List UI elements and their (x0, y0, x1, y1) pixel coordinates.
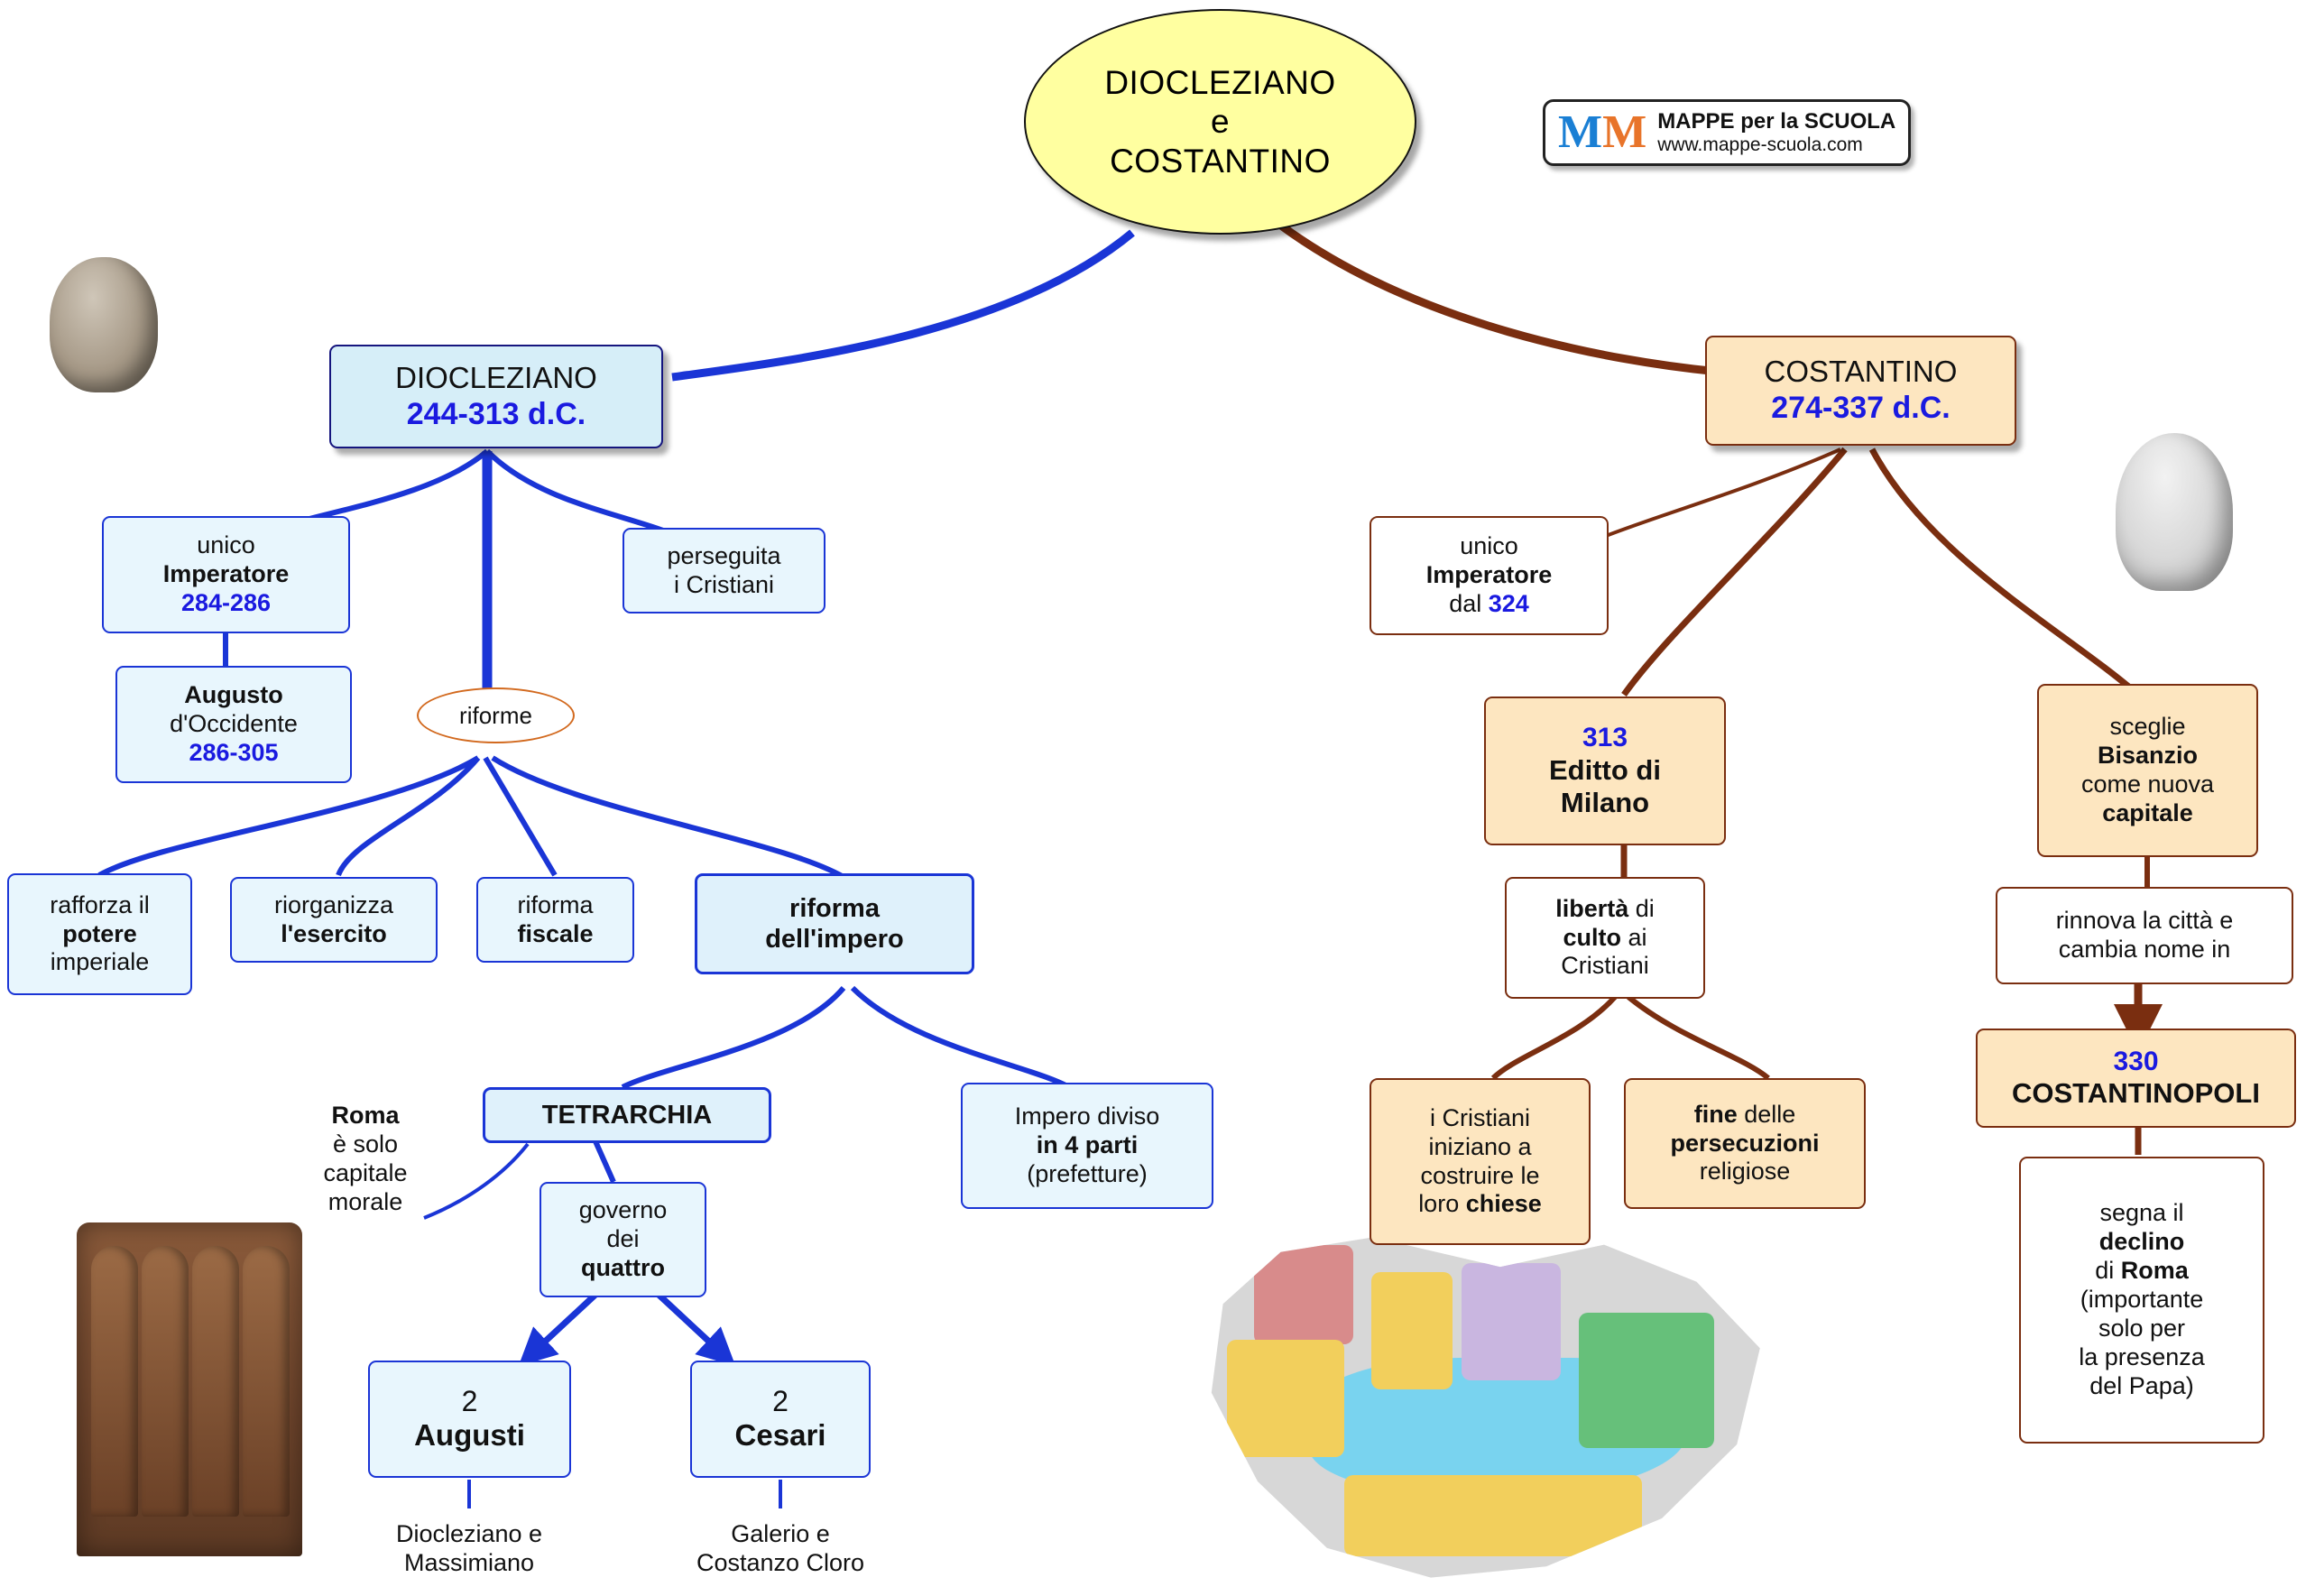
declino-line-6: la presenza (2079, 1342, 2205, 1370)
declino-line-3b: Roma (2120, 1257, 2189, 1285)
roma-line-2: è solo (332, 1130, 399, 1158)
logo-site: www.mappe-scuola.com (1657, 134, 1863, 155)
editto-line-1: Editto di (1549, 753, 1661, 786)
impero-diviso-line-2: in 4 parti (1036, 1131, 1139, 1159)
governo-line-1: governo (578, 1196, 668, 1224)
governo-line-3: quattro (581, 1253, 665, 1281)
logo-mark-icon: MM (1558, 106, 1647, 158)
augusto-label: Augusto (184, 681, 283, 709)
bisanzio-line-4: capitale (2102, 798, 2193, 826)
augusti-label: Augusti (414, 1418, 525, 1453)
rafforza-line-1: rafforza il (50, 890, 150, 918)
diocleziano-years: 244-313 d.C. (406, 396, 586, 431)
node-editto-milano[interactable] (1484, 697, 1726, 845)
chiese-line-1: i Cristiani (1429, 1103, 1531, 1131)
node-riforma-impero[interactable] (695, 873, 974, 974)
bisanzio-line-1: sceglie (2109, 713, 2186, 741)
bisanzio-line-3: come nuova (2080, 770, 2215, 798)
culto-word: culto (1563, 923, 1621, 951)
node-augusto-occidente[interactable] (115, 666, 352, 783)
bisanzio-line-2: Bisanzio (2097, 742, 2199, 770)
augusti-name-1: Diocleziano e (395, 1520, 543, 1548)
chiese-line-4b: chiese (1465, 1190, 1542, 1218)
label-cesari-names (645, 1508, 916, 1590)
node-perseguita-cristiani[interactable] (623, 528, 825, 613)
node-riorganizza-esercito[interactable] (230, 877, 438, 963)
costantinopoli-label: COSTANTINOPOLI (2012, 1077, 2260, 1110)
rafforza-line-2: potere (62, 919, 137, 947)
cesari-label: Cesari (734, 1418, 826, 1453)
persecuzioni-word: persecuzioni (1670, 1129, 1820, 1157)
title-line-1: DIOCLEZIANO (1104, 63, 1336, 101)
rinnova-line-1: rinnova la città e (2055, 907, 2234, 935)
constantine-bust-image (2116, 433, 2233, 591)
node-rafforza-potere[interactable] (7, 873, 192, 995)
governo-line-2: dei (606, 1225, 640, 1253)
cesari-name-1: Galerio e (731, 1520, 830, 1548)
costantino-years: 274-337 d.C. (1771, 391, 1951, 426)
augusti-count: 2 (461, 1384, 478, 1417)
riforma-impero-line-1: riforma (789, 893, 880, 923)
fine-delle: delle (1744, 1100, 1796, 1128)
logo-name: MAPPE per la SCUOLA (1657, 109, 1896, 134)
node-unico-imperatore-diocleziano[interactable] (102, 516, 350, 633)
node-impero-diviso[interactable] (961, 1083, 1213, 1209)
cost-unico-year: 324 (1488, 589, 1529, 617)
diocleziano-name: DIOCLEZIANO (395, 360, 597, 394)
title-line-2: e (1210, 103, 1231, 141)
node-fine-persecuzioni[interactable] (1624, 1078, 1866, 1209)
costantino-name: COSTANTINO (1764, 355, 1958, 389)
title-line-3: COSTANTINO (1110, 142, 1331, 180)
impero-diviso-line-1: Impero diviso (1014, 1102, 1160, 1130)
declino-line-2: declino (2098, 1228, 2185, 1256)
node-unico-imperatore-costantino[interactable] (1370, 516, 1609, 635)
fiscale-line-2: fiscale (517, 919, 594, 947)
node-declino-roma[interactable] (2019, 1157, 2264, 1444)
augusti-name-2: Massimiano (403, 1549, 535, 1576)
tetrarchia-label: TETRARCHIA (541, 1100, 713, 1130)
fiscale-line-1: riforma (517, 890, 594, 918)
site-logo[interactable] (1543, 99, 1911, 166)
fine-word: fine (1693, 1100, 1738, 1128)
riforma-impero-line-2: dell'impero (765, 925, 904, 954)
node-diocleziano[interactable] (329, 345, 663, 448)
tetrarchs-statue-image (77, 1222, 302, 1556)
imperatore-years: 284-286 (180, 588, 272, 616)
node-roma-capitale-morale (271, 1087, 460, 1232)
roma-line-4: morale (327, 1187, 403, 1215)
perseguita-line-2: i Cristiani (673, 570, 775, 598)
chiese-line-2: iniziano a (1428, 1132, 1532, 1160)
liberta-cristiani: Cristiani (1561, 952, 1649, 980)
augusto-years: 286-305 (189, 738, 279, 766)
imperatore-label: Imperatore (162, 560, 290, 588)
liberta-word: libertà (1555, 894, 1629, 922)
cost-unico-line-3: dal (1449, 589, 1482, 617)
node-due-augusti[interactable] (368, 1361, 571, 1478)
node-rinnova-citta[interactable] (1996, 887, 2293, 984)
node-cristiani-chiese[interactable] (1370, 1078, 1591, 1245)
map-title (1024, 9, 1416, 235)
impero-diviso-line-3: (prefetture) (1027, 1159, 1148, 1187)
culto-ai: ai (1628, 923, 1647, 951)
declino-line-5: solo per (2098, 1314, 2186, 1342)
declino-line-4: (importante (2080, 1286, 2204, 1314)
unico-label: unico (197, 531, 255, 559)
label-augusti-names (352, 1508, 586, 1590)
cost-unico-line-1: unico (1460, 532, 1518, 560)
node-bisanzio-capitale[interactable] (2037, 684, 2258, 857)
node-costantino[interactable] (1705, 336, 2016, 446)
node-tetrarchia[interactable] (483, 1087, 771, 1143)
chiese-line-4a: loro (1418, 1190, 1460, 1218)
node-costantinopoli[interactable] (1976, 1029, 2296, 1128)
chiese-line-3: costruire le (1420, 1161, 1540, 1189)
liberta-di: di (1635, 894, 1655, 922)
augusto-area: d'Occidente (170, 710, 298, 738)
diocletian-bust-image (50, 257, 158, 392)
rinnova-line-2: cambia nome in (2058, 936, 2231, 963)
roman-empire-map-image (1200, 1222, 1777, 1592)
roma-line-3: capitale (323, 1159, 408, 1186)
cost-unico-line-2: Imperatore (1425, 561, 1553, 589)
religiose-word: religiose (1699, 1158, 1791, 1185)
node-riforma-fiscale[interactable] (476, 877, 634, 963)
declino-line-1: segna il (2099, 1199, 2184, 1227)
rafforza-line-3: imperiale (50, 948, 150, 976)
declino-line-7: del Papa) (2089, 1371, 2194, 1399)
esercito-line-2: l'esercito (281, 919, 387, 947)
node-governo-quattro[interactable] (540, 1182, 706, 1297)
costantinopoli-year: 330 (2113, 1047, 2159, 1077)
cesari-count: 2 (772, 1384, 789, 1417)
perseguita-line-1: perseguita (667, 541, 781, 569)
declino-line-3a: di (2095, 1257, 2115, 1285)
roma-label: Roma (331, 1102, 400, 1130)
esercito-line-1: riorganizza (273, 890, 394, 918)
cesari-name-2: Costanzo Cloro (696, 1549, 865, 1576)
editto-year: 313 (1582, 723, 1628, 753)
editto-line-2: Milano (1560, 787, 1650, 819)
node-due-cesari[interactable] (690, 1361, 871, 1478)
riforme-label: riforme (459, 701, 532, 729)
node-riforme[interactable] (417, 687, 575, 743)
node-liberta-culto[interactable] (1505, 877, 1705, 999)
